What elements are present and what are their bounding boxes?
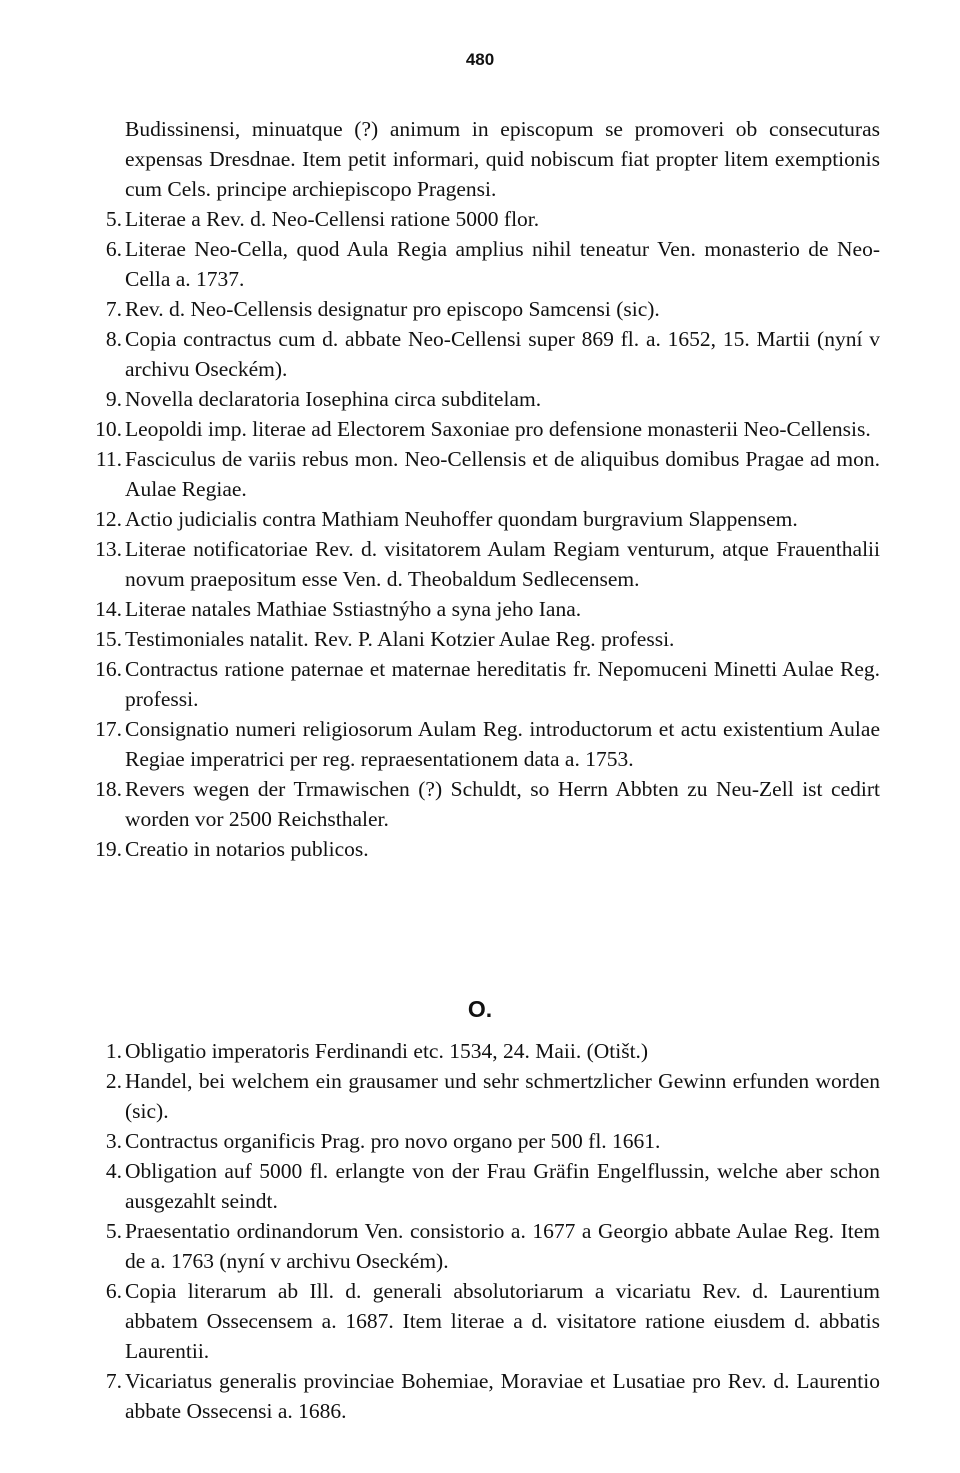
- item-text: Consignatio numeri religiosorum Aulam Reg. introductorum et actu existentium Aulae Regiae imperatrici per reg. repraesentationem data a. 1753.: [125, 717, 880, 771]
- list-item: [82, 714, 880, 774]
- list-item: [82, 294, 880, 324]
- item-text: Copia contractus cum d. abbate Neo-Cellensi super 869 fl. a. 1652, 15. Martii (nyní v archivu Oseckém).: [125, 327, 880, 381]
- list-item: [82, 444, 880, 504]
- item-text: Fasciculus de variis rebus mon. Neo-Cellensis et de aliquibus domibus Pragae ad mon. Aulae Regiae.: [125, 447, 880, 501]
- item-text: Testimoniales natalit. Rev. P. Alani Kotzier Aulae Reg. professi.: [125, 627, 675, 651]
- item-number: 7.: [105, 297, 122, 321]
- item-text: Leopoldi imp. literae ad Electorem Saxoniae pro defensione monasterii Neo-Cellensis.: [125, 417, 871, 441]
- section-heading: O.: [467, 996, 493, 1022]
- item-text: Literae notificatoriae Rev. d. visitatorem Aulam Regiam venturum, atque Frauenthalii novum praepositum esse Ven. d. Theobaldum Sedlecensem.: [125, 537, 880, 591]
- item-text: Literae a Rev. d. Neo-Cellensi ratione 5000 flor.: [125, 207, 540, 231]
- item-text: Handel, bei welchem ein grausamer und sehr schmertzlicher Gewinn erfunden worden (sic).: [125, 1069, 880, 1123]
- list-item: [82, 1156, 880, 1216]
- list-item: [82, 834, 880, 864]
- item-number: 2.: [105, 1069, 122, 1093]
- list-item: [82, 534, 880, 594]
- item-number: 11.: [95, 447, 122, 471]
- item-text: Obligation auf 5000 fl. erlangte von der Frau Gräfin Engelflussin, welche aber schon ausgezahlt seindt.: [125, 1159, 880, 1213]
- item-number: 18.: [95, 777, 122, 801]
- item-number: 13.: [95, 537, 122, 561]
- list-item: [82, 774, 880, 834]
- item-number: 9.: [105, 387, 122, 411]
- item-text: Contractus organificis Prag. pro novo organo per 500 fl. 1661.: [125, 1129, 661, 1153]
- continuation-text: Budissinensi, minuatque (?) animum in episcopum se promoveri ob consecuturas expensas Dresdnae. Item petit informari, quid nobiscum fiat propter litem exemptionis cum Cels. principe archiepiscopo Pragensi.: [125, 117, 880, 201]
- list-item: [82, 624, 880, 654]
- list-item: [82, 504, 880, 534]
- list-item: [82, 384, 880, 414]
- item-text: Obligatio imperatoris Ferdinandi etc. 1534, 24. Maii. (Otišt.): [125, 1039, 649, 1063]
- item-text: Praesentatio ordinandorum Ven. consistorio a. 1677 a Georgio abbate Aulae Reg. Item de a. 1763 (nyní v archivu Oseckém).: [125, 1219, 880, 1273]
- list-item: [82, 1036, 880, 1066]
- item-number: 10.: [95, 417, 122, 441]
- item-number: 6.: [105, 1279, 122, 1303]
- item-text: Actio judicialis contra Mathiam Neuhoffer quondam burgravium Slappensem.: [125, 507, 798, 531]
- page-number: 480: [465, 50, 495, 69]
- list-item: [82, 1216, 880, 1276]
- list-item: [82, 414, 880, 444]
- item-number: 16.: [95, 657, 122, 681]
- item-number: 17.: [95, 717, 122, 741]
- list-item-continuation: [82, 114, 880, 204]
- item-number: 1.: [105, 1039, 122, 1063]
- item-text: Vicariatus generalis provinciae Bohemiae, Moraviae et Lusatiae pro Rev. d. Laurentio abbate Ossecensi a. 1686.: [125, 1369, 880, 1423]
- section-bottom-list: [82, 1036, 880, 1426]
- item-text: Creatio in notarios publicos.: [125, 837, 369, 861]
- item-number: 4.: [105, 1159, 122, 1183]
- item-number: 7.: [105, 1369, 122, 1393]
- item-number: 5.: [105, 1219, 122, 1243]
- item-text: Literae natales Mathiae Sstiastnýho a syna jeho Iana.: [125, 597, 582, 621]
- list-item: [82, 204, 880, 234]
- item-number: 5.: [105, 207, 122, 231]
- section-top-list: [82, 114, 880, 864]
- list-item: [82, 1276, 880, 1366]
- list-item: [82, 594, 880, 624]
- item-number: 14.: [95, 597, 122, 621]
- list-item: [82, 234, 880, 294]
- item-text: Literae Neo-Cella, quod Aula Regia amplius nihil teneatur Ven. monasterio de Neo-Cella a. 1737.: [125, 237, 880, 291]
- item-text: Contractus ratione paternae et maternae hereditatis fr. Nepomuceni Minetti Aulae Reg. professi.: [125, 657, 880, 711]
- item-text: Rev. d. Neo-Cellensis designatur pro episcopo Samcensi (sic).: [125, 297, 660, 321]
- item-number: 8.: [105, 327, 122, 351]
- item-text: Copia literarum ab Ill. d. generali absolutoriarum a vicariatu Rev. d. Laurentium abbatem Ossecensem a. 1687. Item literae a d. visitatore ratione eiusdem d. abbatis Laurentii.: [125, 1279, 880, 1363]
- list-item: [82, 1066, 880, 1126]
- item-number: 15.: [95, 627, 122, 651]
- list-item: [82, 654, 880, 714]
- item-number: 19.: [95, 837, 122, 861]
- item-number: 3.: [105, 1129, 122, 1153]
- item-text: Novella declaratoria Iosephina circa subditelam.: [125, 387, 542, 411]
- list-item: [82, 324, 880, 384]
- item-text: Revers wegen der Trmawischen (?) Schuldt, so Herrn Abbten zu Neu-Zell ist cedirt worden vor 2500 Reichsthaler.: [125, 777, 880, 831]
- list-item: [82, 1366, 880, 1426]
- list-item: [82, 1126, 880, 1156]
- item-number: 12.: [95, 507, 122, 531]
- item-number: 6.: [105, 237, 122, 261]
